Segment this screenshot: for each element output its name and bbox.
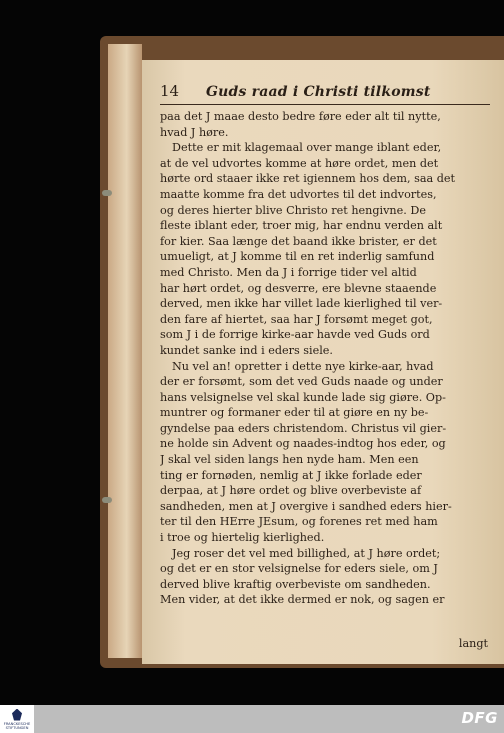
bookmark-tab (102, 190, 112, 196)
library-logo[interactable] (0, 705, 34, 733)
text-line: hørte ord staaer ikke ret igiennem hos dem, saa det (160, 172, 455, 186)
text-line: maatte komme fra det udvortes til det indvortes, (160, 187, 437, 201)
text-line: i troe og hiertelig kierlighed. (160, 531, 325, 545)
bookmark-tab (102, 497, 112, 503)
text-line: Nu vel an! opretter i dette nye kirke-aar, hvad (172, 359, 434, 373)
text-line: sandheden, men at J overgive i sandhed eders hier- (160, 499, 452, 513)
library-logo-text: FRANCKESCHE STIFTUNGEN (3, 721, 31, 730)
text-line: Dette er mit klagemaal over mange iblant eder, (172, 141, 442, 155)
text-line: ne holde sin Advent og naades-indtog hos eder, og (160, 437, 446, 451)
text-line: umueligt, at J komme til en ret inderlig samfund (160, 250, 435, 264)
text-line: med Christo. Men da J i forrige tider vel altid (160, 265, 417, 279)
text-line: den fare af hiertet, saa har J forsømt meget got, (160, 312, 433, 326)
text-line: J skal vel siden langs hen nyde ham. Men een (160, 453, 419, 467)
text-line: Men vider, at det ikke dermed er nok, og sagen er (160, 593, 445, 607)
running-title: Guds raad i Christi tilkomst (206, 84, 431, 100)
book-page (142, 60, 504, 664)
text-line: hvad J høre. (160, 125, 229, 139)
text-line: der er forsømt, som det ved Guds naade og under (160, 375, 443, 389)
text-line: for kier. Saa længe det baand ikke brister, er det (160, 234, 437, 248)
text-line: paa det J maae desto bedre føre eder alt til nytte, (160, 110, 441, 123)
text-line: derpaa, at J høre ordet og blive overbeviste af (160, 484, 422, 498)
text-line: og det er en stor velsignelse for eders siele, om J (160, 562, 438, 576)
text-line: hans velsignelse vel skal kunde lade sig giøre. Op- (160, 390, 446, 404)
text-line: derved, men ikke har villet lade kierlighed til ver- (160, 297, 443, 311)
text-line: muntrer og formaner eder til at giøre en ny be- (160, 406, 429, 420)
text-line: kundet sanke ind i eders siele. (160, 343, 333, 357)
page-edges (108, 44, 142, 658)
page-header (160, 82, 490, 105)
text-line: og deres hierter blive Christo ret hengivne. De (160, 203, 426, 217)
viewer-footer (0, 705, 504, 733)
text-line: at de vel udvortes komme at høre ordet, men det (160, 156, 439, 170)
page-number: 14 (160, 82, 180, 100)
text-line: derved blive kraftig overbeviste om sandheden. (160, 577, 431, 591)
library-crest-icon (12, 709, 22, 721)
text-line: Jeg roser det vel med billighed, at J høre ordet; (172, 546, 441, 560)
dfg-logo[interactable]: DFG (461, 709, 498, 727)
text-line: ting er fornøden, nemlig at J ikke forlade eder (160, 468, 422, 482)
body-text (160, 109, 490, 608)
text-line: fleste iblant eder, troer mig, har endnu verden alt (160, 219, 443, 233)
catchword: langt (458, 637, 488, 650)
text-line: har hørt ordet, og desverre, ere blevne staaende (160, 281, 437, 295)
text-line: ter til den HErre JEsum, og forenes ret med ham (160, 515, 438, 529)
text-line: som J i de forrige kirke-aar havde ved Guds ord (160, 328, 430, 342)
text-line: gyndelse paa eders christendom. Christus vil gier- (160, 421, 447, 435)
